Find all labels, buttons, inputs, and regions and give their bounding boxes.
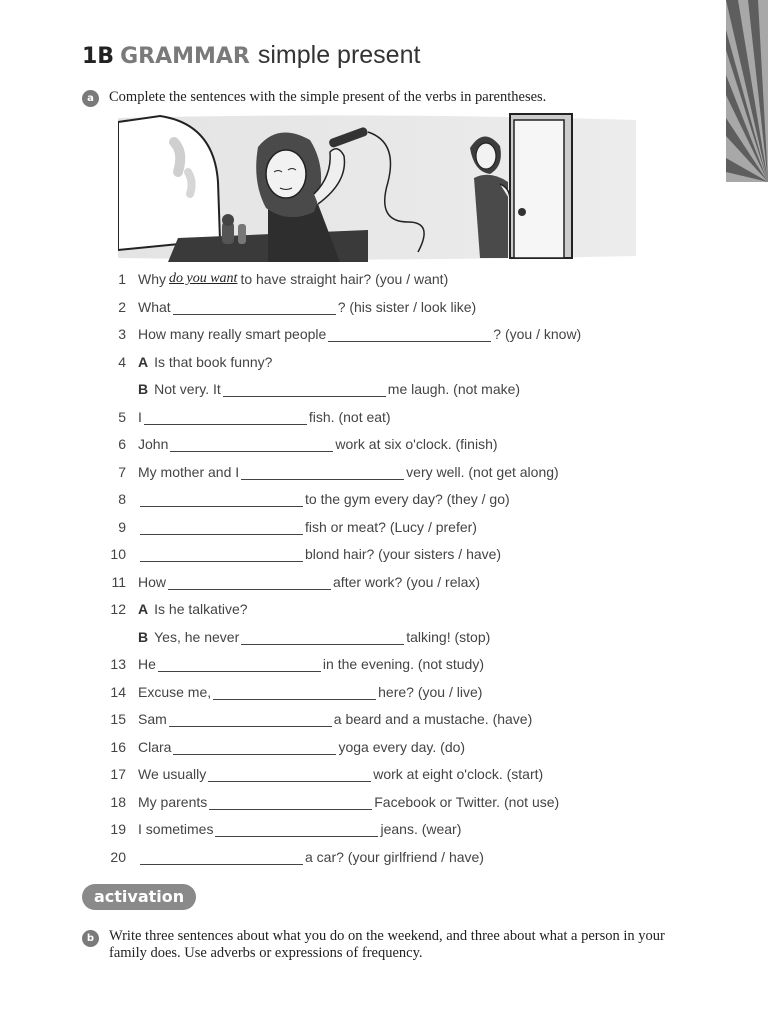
question-row [96, 513, 477, 535]
question-row [96, 348, 272, 370]
exercise-b-instruction-line1: Write three sentences about what you do on the weekend, and three about what a person in your [109, 928, 665, 944]
question-number: 2 [118, 298, 126, 315]
question-text-after: fish. (not eat) [308, 408, 391, 425]
example-answer: do you want [169, 271, 238, 286]
question-number: 15 [110, 711, 126, 727]
question-text-after: work at eight o'clock. (start) [373, 766, 544, 782]
speaker-label: A [138, 353, 149, 370]
question-row [96, 403, 391, 425]
exercise-b-instruction-line2: family does. Use adverbs or expressions of frequency. [109, 945, 423, 961]
speaker-label: B [138, 628, 149, 645]
answer-blank[interactable] [173, 740, 336, 755]
question-number: 20 [110, 848, 126, 865]
answer-blank[interactable] [328, 327, 491, 342]
answer-blank[interactable] [170, 437, 333, 452]
answer-blank[interactable] [140, 850, 303, 865]
unit-number: 1B [82, 44, 115, 69]
question-text-before: Excuse me, [138, 683, 212, 700]
answer-blank[interactable] [223, 382, 386, 397]
question-number: 14 [110, 683, 126, 700]
sunburst-stripes-icon [726, 0, 768, 182]
question-row [96, 733, 465, 755]
question-number: 18 [110, 793, 126, 810]
question-text-after: a beard and a mustache. (have) [333, 711, 533, 727]
question-text-before: My parents [138, 793, 208, 810]
question-number: 13 [110, 656, 126, 672]
answer-blank[interactable] [215, 822, 378, 837]
speaker-label: A [138, 601, 149, 617]
question-row [96, 375, 520, 397]
question-text-before: My mother and I [138, 463, 240, 480]
question-text-before: Is that book funny? [154, 353, 273, 370]
question-text-after: Facebook or Twitter. (not use) [374, 793, 560, 810]
answer-blank[interactable] [209, 795, 372, 810]
question-row [96, 595, 248, 617]
answer-blank[interactable] [168, 575, 331, 590]
question-row [96, 568, 480, 590]
answer-blank[interactable] [140, 547, 303, 562]
answer-blank[interactable] [158, 657, 321, 672]
question-row [96, 265, 448, 287]
question-text-before: How many really smart people [138, 326, 327, 342]
answer-blank[interactable] [169, 712, 332, 727]
question-number: 17 [110, 766, 126, 782]
woman-straightening-hair-illustration [118, 112, 636, 262]
section-label: GRAMMAR [120, 44, 250, 69]
answer-blank[interactable] [241, 465, 404, 480]
page-title [82, 38, 420, 74]
answer-blank[interactable] [213, 685, 376, 700]
question-text-after: yoga every day. (do) [338, 738, 466, 755]
question-row [96, 293, 476, 315]
question-text-after: ? (his sister / look like) [337, 298, 477, 315]
answer-blank[interactable] [144, 410, 307, 425]
question-text-before: Clara [138, 738, 172, 755]
question-number: 7 [118, 463, 126, 480]
question-text-before: He [138, 656, 156, 672]
question-text-after: to have straight hair? (you / want) [240, 271, 449, 287]
question-row [96, 430, 498, 452]
answer-blank[interactable] [241, 630, 404, 645]
question-row [96, 623, 490, 645]
question-number: 6 [118, 436, 126, 452]
question-number: 4 [118, 353, 126, 370]
question-row [96, 760, 543, 782]
question-text-before: I sometimes [138, 821, 214, 837]
question-row [96, 650, 484, 672]
question-text-after: in the evening. (not study) [322, 656, 485, 672]
question-number: 10 [110, 546, 126, 562]
question-text-after: talking! (stop) [406, 628, 491, 645]
question-text-after: blond hair? (your sisters / have) [305, 546, 502, 562]
question-number: 3 [118, 326, 126, 342]
question-text-before: I [138, 408, 142, 425]
question-text-after: jeans. (wear) [380, 821, 462, 837]
question-number: 5 [118, 408, 126, 425]
question-text-after: after work? (you / relax) [333, 573, 481, 590]
question-row [96, 705, 532, 727]
question-text-before: Not very. It [154, 381, 221, 397]
topic-label: simple present [257, 41, 421, 69]
question-text-after: me laugh. (not make) [387, 381, 521, 397]
answer-blank[interactable] [208, 767, 371, 782]
question-row [96, 320, 581, 342]
question-text-before: Why [138, 271, 166, 287]
answer-blank[interactable] [140, 492, 303, 507]
question-text-before: Is he talkative? [154, 601, 248, 617]
question-text-before: Yes, he never [154, 628, 240, 645]
question-row [96, 458, 559, 480]
question-row [96, 678, 482, 700]
question-row [96, 843, 484, 865]
question-row [96, 485, 510, 507]
exercise-a-badge: a [82, 90, 99, 107]
question-text-before: What [138, 298, 171, 315]
answer-blank[interactable] [140, 520, 303, 535]
activation-label: activation [82, 884, 196, 910]
question-text-after: here? (you / live) [378, 683, 483, 700]
question-row [96, 540, 501, 562]
question-text-before: We usually [138, 766, 207, 782]
question-number: 16 [110, 738, 126, 755]
question-row [96, 788, 559, 810]
question-text-after: work at six o'clock. (finish) [335, 436, 498, 452]
exercise-b-badge: b [82, 930, 99, 947]
question-number: 8 [118, 491, 126, 507]
question-number: 11 [111, 573, 126, 590]
question-text-after: ? (you / know) [493, 326, 582, 342]
question-number: 1 [118, 271, 126, 287]
question-number: 9 [118, 518, 126, 535]
speaker-label: B [138, 381, 149, 397]
exercise-a-instruction: Complete the sentences with the simple present of the verbs in parentheses. [109, 89, 547, 105]
question-row [96, 815, 461, 837]
answer-blank[interactable] [173, 300, 336, 315]
question-text-before: Sam [138, 711, 167, 727]
question-text-after: to the gym every day? (they / go) [305, 491, 510, 507]
question-text-after: a car? (your girlfriend / have) [305, 848, 484, 865]
question-number: 12 [110, 601, 126, 617]
question-number: 19 [110, 821, 126, 837]
question-text-after: very well. (not get along) [406, 463, 559, 480]
question-text-after: fish or meat? (Lucy / prefer) [305, 518, 477, 535]
question-text-before: John [138, 436, 169, 452]
question-text-before: How [138, 573, 167, 590]
